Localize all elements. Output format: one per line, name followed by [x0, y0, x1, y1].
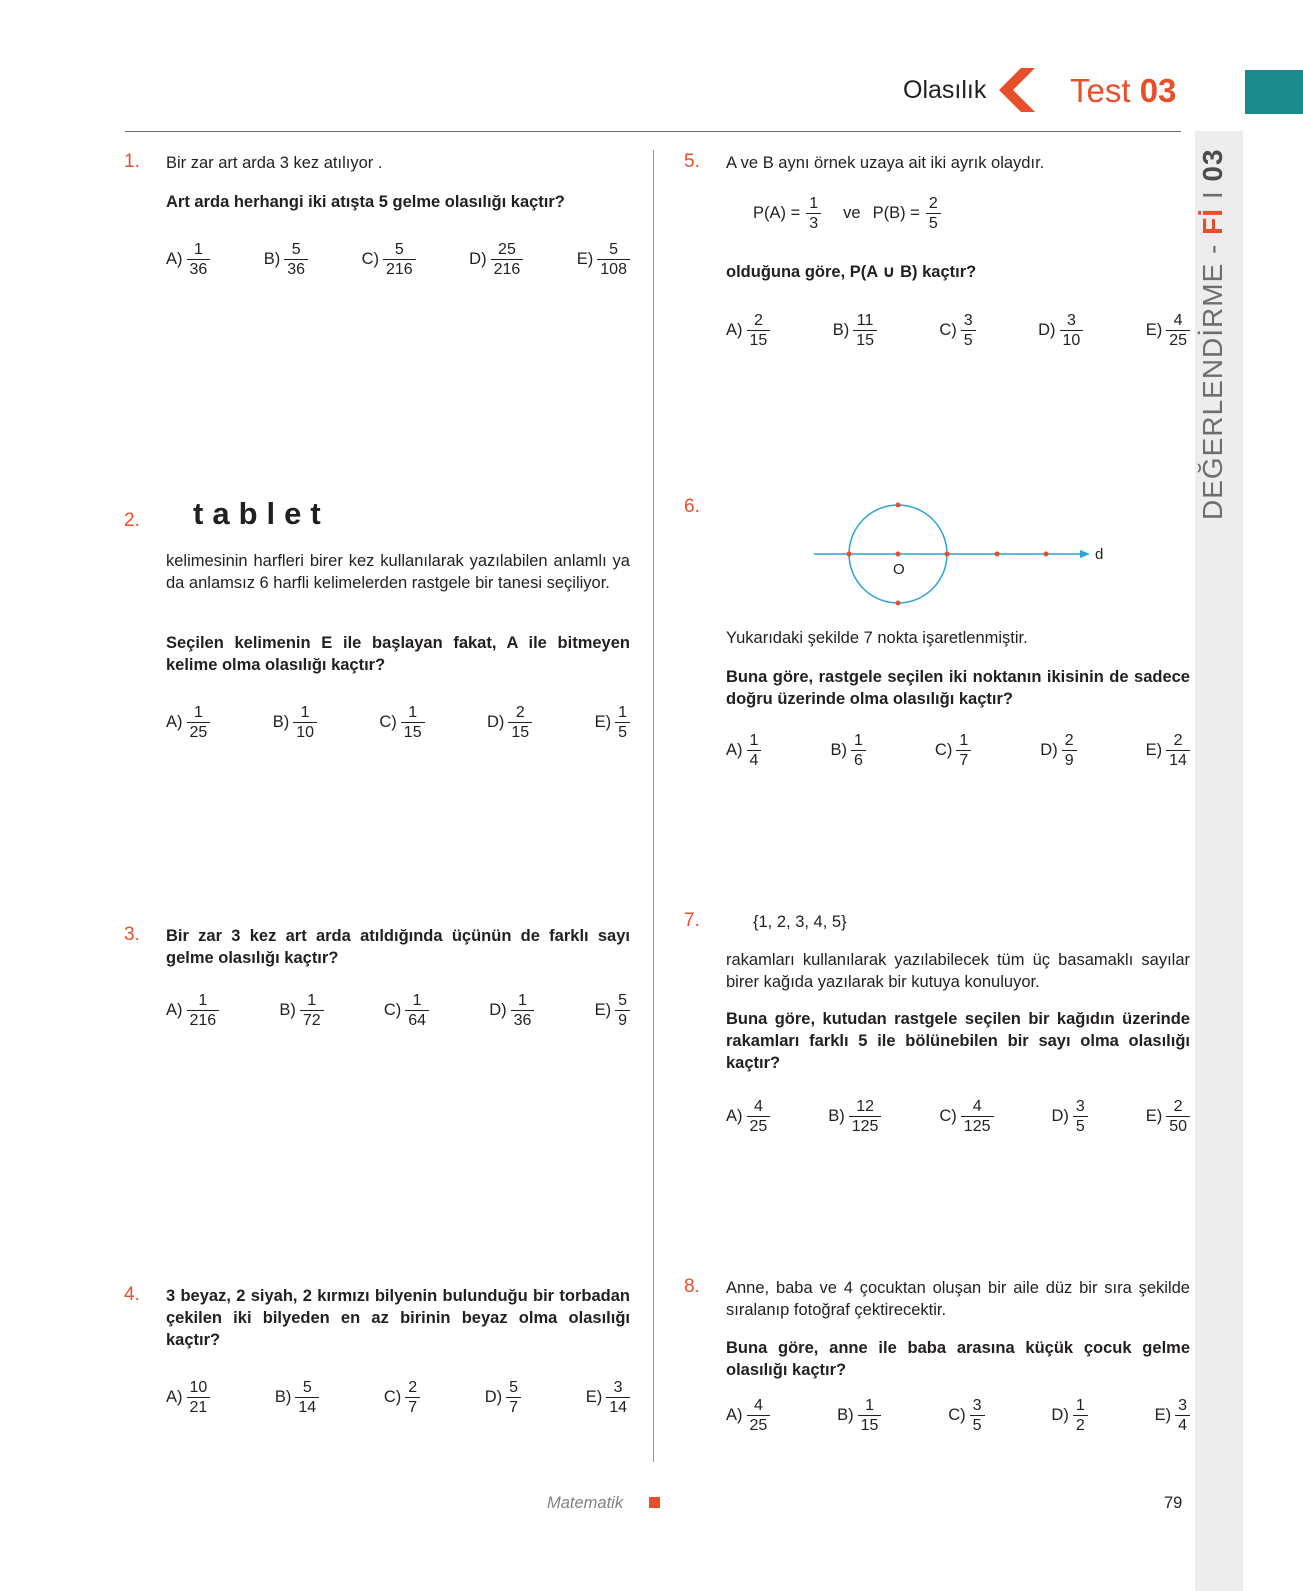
- denominator: 5: [615, 722, 630, 742]
- option-fraction: [849, 1097, 882, 1136]
- denominator: 216: [383, 259, 416, 279]
- footer-subject: Matematik: [547, 1494, 624, 1512]
- question-prompt: Bir zar 3 kez art arda atıldığında üçünün de farklı sayı gelme olasılığı kaçtır?: [166, 927, 630, 967]
- answer-option[interactable]: [577, 240, 630, 279]
- answer-option[interactable]: [828, 1097, 881, 1136]
- numerator: 2: [408, 1379, 418, 1396]
- test-title: [1070, 72, 1176, 110]
- answer-option[interactable]: [726, 311, 770, 350]
- question-prompt: Seçilen kelimenin E ile başlayan fakat, A ile bitmeyen kelime olma olasılığı kaçtır?: [166, 634, 630, 674]
- option-fraction: [187, 240, 211, 279]
- denominator: 5: [961, 330, 976, 350]
- option-fraction: [1166, 1097, 1190, 1136]
- denominator: 15: [508, 722, 532, 742]
- option-label: B): [830, 741, 847, 759]
- denominator: 125: [849, 1116, 882, 1136]
- options-row: [166, 240, 630, 279]
- option-fraction: [747, 731, 762, 770]
- option-label: A): [166, 713, 183, 731]
- option-label: B): [272, 713, 290, 731]
- answer-option[interactable]: [485, 1378, 521, 1417]
- answer-option[interactable]: [279, 991, 323, 1030]
- numerator: 4: [1173, 312, 1183, 329]
- denominator: 9: [1062, 750, 1077, 770]
- option-fraction: [1062, 731, 1077, 770]
- denominator: 21: [187, 1397, 211, 1417]
- answer-option[interactable]: [1038, 311, 1083, 350]
- numerator: 2: [515, 704, 525, 721]
- denominator: 10: [293, 722, 317, 742]
- answer-option[interactable]: [726, 1097, 770, 1136]
- option-fraction: [405, 1378, 420, 1417]
- option-fraction: [405, 991, 429, 1030]
- denominator: 4: [1175, 1415, 1190, 1435]
- option-label: A): [726, 1107, 743, 1125]
- option-fraction: [1166, 731, 1190, 770]
- numerator: 1: [412, 992, 422, 1009]
- numerator: 1: [518, 992, 527, 1009]
- answer-option[interactable]: [1146, 311, 1190, 350]
- option-fraction: [1166, 311, 1190, 350]
- question-text: A ve B aynı örnek uzaya ait iki ayrık olaydır.: [726, 154, 1045, 172]
- page-number: 79: [1164, 1494, 1183, 1512]
- answer-option[interactable]: [166, 991, 219, 1030]
- publisher-logo: Fİ: [1197, 207, 1228, 235]
- answer-option[interactable]: [273, 703, 317, 742]
- option-fraction: [747, 1396, 771, 1435]
- option-fraction: [511, 991, 535, 1030]
- numerator: 25: [498, 241, 516, 258]
- denominator: 50: [1166, 1116, 1190, 1136]
- option-label: B): [263, 250, 281, 268]
- numerator: 2: [1064, 732, 1074, 749]
- denominator: 7: [956, 750, 971, 770]
- answer-option[interactable]: [384, 1378, 420, 1417]
- option-label: C): [939, 321, 957, 339]
- question-text: Yukarıdaki şekilde 7 nokta işaretlenmiştir.: [726, 629, 1028, 647]
- denominator: 15: [401, 722, 425, 742]
- options-row: [726, 731, 1190, 770]
- word-tablet: tablet: [193, 496, 330, 531]
- option-label: B): [832, 321, 850, 339]
- answer-option[interactable]: [1040, 731, 1076, 770]
- option-fraction: [1060, 311, 1084, 350]
- footer-square-icon: [649, 1497, 660, 1508]
- numerator: 10: [189, 1379, 208, 1396]
- option-fraction: [187, 703, 211, 742]
- option-fraction: [300, 991, 324, 1030]
- question-text: rakamları kullanılarak yazılabilecek tüm üç basamaklı sayılar birer kağıda yazılarak bir kutuya konuluyor.: [726, 951, 1190, 991]
- option-fraction: [508, 703, 532, 742]
- answer-option[interactable]: [726, 1396, 770, 1435]
- option-fraction: [1175, 1396, 1190, 1435]
- denominator: 3: [806, 213, 821, 233]
- numerator: 1: [198, 992, 208, 1009]
- denominator: 36: [511, 1010, 535, 1030]
- point: [945, 552, 950, 557]
- pb-fraction: [926, 194, 941, 233]
- denominator: 7: [405, 1397, 420, 1417]
- options-row: [726, 311, 1190, 350]
- option-label: D): [1038, 321, 1056, 339]
- option-fraction: [284, 240, 308, 279]
- option-label: C): [383, 1388, 402, 1406]
- denominator: 9: [615, 1010, 630, 1030]
- numerator: 1: [307, 992, 317, 1009]
- denominator: 5: [926, 213, 941, 233]
- point: [847, 552, 852, 557]
- option-label: D): [1040, 741, 1058, 759]
- options-row: [726, 1396, 1190, 1435]
- option-label: D): [469, 250, 487, 268]
- option-fraction: [747, 311, 771, 350]
- options-row: [726, 1097, 1190, 1136]
- option-label: C): [361, 250, 379, 268]
- circle-line-figure: [800, 490, 1120, 620]
- numerator: 5: [509, 1379, 519, 1396]
- side-number: 03: [1197, 148, 1228, 182]
- answer-option[interactable]: [489, 991, 534, 1030]
- denominator: 14: [295, 1397, 319, 1417]
- question-prompt: olduğuna göre, P(A ∪ B) kaçtır?: [726, 263, 977, 281]
- denominator: 15: [853, 330, 877, 350]
- option-fraction: [853, 311, 877, 350]
- center-label: O: [893, 561, 905, 578]
- denominator: 25: [1166, 330, 1190, 350]
- option-label: C): [383, 1001, 402, 1019]
- option-label: B): [837, 1406, 854, 1424]
- numerator: 1: [809, 195, 819, 212]
- options-row: [166, 703, 630, 742]
- answer-option[interactable]: [948, 1396, 984, 1435]
- question-text: Anne, baba ve 4 çocuktan oluşan bir aile düz bir sıra şekilde sıralanıp fotoğraf çektirecektir.: [726, 1279, 1190, 1319]
- option-fraction: [491, 240, 524, 279]
- question-number: 8.: [684, 1276, 700, 1297]
- question-prompt: Art arda herhangi iki atışta 5 gelme olasılığı kaçtır?: [166, 193, 565, 211]
- option-fraction: [187, 991, 220, 1030]
- question-prompt: Buna göre, anne ile baba arasına küçük çocuk gelme olasılığı kaçtır?: [726, 1339, 1190, 1379]
- denominator: 25: [747, 1116, 771, 1136]
- answer-option[interactable]: [939, 311, 975, 350]
- option-label: E): [594, 1001, 612, 1019]
- header-divider: [125, 131, 1181, 132]
- side-separator: I: [1197, 181, 1228, 208]
- answer-option[interactable]: [1051, 1097, 1087, 1136]
- option-fraction: [961, 1097, 994, 1136]
- option-label: E): [576, 250, 594, 268]
- answer-option[interactable]: [833, 311, 877, 350]
- option-fraction: [1073, 1097, 1088, 1136]
- denominator: 14: [606, 1397, 630, 1417]
- denominator: 2: [1073, 1415, 1088, 1435]
- numerator: 1: [408, 704, 418, 721]
- answer-option[interactable]: [595, 991, 630, 1030]
- option-label: E): [594, 713, 612, 731]
- option-label: C): [948, 1406, 966, 1424]
- denominator: 14: [1166, 750, 1190, 770]
- numerator: 1: [865, 1397, 874, 1414]
- pa-label: P(A) =: [753, 204, 801, 222]
- option-label: A): [166, 1001, 183, 1019]
- numerator: 2: [1173, 732, 1183, 749]
- chevron-left-icon: [993, 66, 1041, 114]
- option-fraction: [961, 311, 976, 350]
- numerator: 4: [972, 1098, 982, 1115]
- option-fraction: [187, 1378, 211, 1417]
- denominator: 216: [491, 259, 524, 279]
- side-label-text: DEĞERLENDİRME -: [1197, 234, 1228, 520]
- option-label: E): [585, 1388, 603, 1406]
- answer-option[interactable]: [595, 703, 630, 742]
- denominator: 5: [970, 1415, 985, 1435]
- numerator: 1: [959, 732, 969, 749]
- option-label: D): [489, 1001, 507, 1019]
- denominator: 6: [851, 750, 866, 770]
- option-label: D): [486, 713, 505, 731]
- option-fraction: [615, 991, 630, 1030]
- option-fraction: [956, 731, 971, 770]
- point: [896, 503, 901, 508]
- option-fraction: [293, 703, 317, 742]
- numerator: 2: [753, 312, 763, 329]
- denominator: 72: [300, 1010, 324, 1030]
- option-label: E): [1145, 321, 1163, 339]
- question-number: 1.: [124, 151, 140, 172]
- answer-option[interactable]: [264, 240, 308, 279]
- side-label: [1197, 148, 1229, 520]
- answer-option[interactable]: [1155, 1396, 1190, 1435]
- numerator: 3: [1066, 312, 1076, 329]
- question-prompt: 3 beyaz, 2 siyah, 2 kırmızı bilyenin bulunduğu bir torbadan çekilen iki bilyeden en az birinin beyaz olma olasılığı kaçtır?: [166, 1287, 630, 1349]
- option-fraction: [851, 731, 866, 770]
- answer-option[interactable]: [586, 1378, 630, 1417]
- option-fraction: [597, 240, 630, 279]
- option-label: C): [379, 713, 397, 731]
- denominator: 216: [187, 1010, 220, 1030]
- answer-option[interactable]: [166, 240, 210, 279]
- teal-tab: [1245, 70, 1303, 114]
- question-prompt: Buna göre, kutudan rastgele seçilen bir kağıdın üzerinde rakamları farklı 5 ile bölünebilen bir sayı olma olasılığı kaçtır?: [726, 1010, 1190, 1072]
- pb-label: P(B) =: [872, 204, 920, 222]
- point: [995, 552, 1000, 557]
- option-fraction: [401, 703, 425, 742]
- numerator: 1: [193, 704, 203, 721]
- numerator: 1: [853, 732, 863, 749]
- answer-option[interactable]: [1146, 731, 1190, 770]
- option-label: D): [1051, 1406, 1069, 1424]
- denominator: 64: [405, 1010, 429, 1030]
- options-row: [166, 991, 630, 1030]
- denominator: 36: [187, 259, 211, 279]
- option-fraction: [383, 240, 416, 279]
- numerator: 3: [972, 1397, 982, 1414]
- denominator: 25: [747, 1415, 771, 1435]
- option-label: B): [274, 1388, 292, 1406]
- option-fraction: [606, 1378, 630, 1417]
- option-label: C): [939, 1107, 957, 1125]
- numerator: 5: [609, 241, 619, 258]
- answer-option[interactable]: [166, 1378, 210, 1417]
- answer-option[interactable]: [837, 1396, 881, 1435]
- answer-option[interactable]: [379, 703, 424, 742]
- column-divider: [653, 150, 654, 1462]
- option-label: D): [484, 1388, 503, 1406]
- denominator: 15: [747, 330, 771, 350]
- numerator: 2: [1173, 1098, 1183, 1115]
- answer-option[interactable]: [487, 703, 532, 742]
- denominator: 36: [284, 259, 308, 279]
- answer-option[interactable]: [166, 703, 210, 742]
- option-label: D): [1051, 1107, 1069, 1125]
- numerator: 1: [300, 704, 310, 721]
- question-number: 3.: [124, 924, 140, 945]
- answer-option[interactable]: [1051, 1396, 1087, 1435]
- option-fraction: [970, 1396, 985, 1435]
- option-fraction: [858, 1396, 882, 1435]
- answer-option[interactable]: [830, 731, 865, 770]
- pa-fraction: [806, 194, 821, 233]
- numerator: 3: [963, 312, 973, 329]
- option-label: E): [1154, 1406, 1172, 1424]
- numerator: 3: [613, 1379, 623, 1396]
- line-label: d: [1095, 546, 1104, 563]
- probability-given: [753, 194, 941, 233]
- number-set: {1, 2, 3, 4, 5}: [753, 913, 847, 931]
- numerator: 4: [753, 1397, 763, 1414]
- question-text: Bir zar art arda 3 kez atılıyor .: [166, 154, 383, 172]
- numerator: 5: [302, 1379, 312, 1396]
- denominator: 4: [747, 750, 762, 770]
- option-fraction: [747, 1097, 771, 1136]
- option-fraction: [506, 1378, 521, 1417]
- question-number: 6.: [684, 496, 700, 517]
- test-number: 03: [1139, 72, 1177, 109]
- answer-option[interactable]: [362, 240, 416, 279]
- option-label: A): [726, 741, 743, 759]
- option-label: A): [726, 1406, 743, 1424]
- option-label: A): [166, 250, 183, 268]
- numerator: 2: [928, 195, 938, 212]
- option-fraction: [1073, 1396, 1088, 1435]
- options-row: [166, 1378, 630, 1417]
- numerator: 3: [1178, 1397, 1187, 1414]
- denominator: 125: [961, 1116, 994, 1136]
- answer-option[interactable]: [935, 731, 971, 770]
- numerator: 5: [618, 992, 627, 1009]
- numerator: 1: [193, 241, 203, 258]
- option-label: B): [828, 1107, 845, 1125]
- denominator: 108: [597, 259, 630, 279]
- denominator: 7: [506, 1397, 521, 1417]
- point: [896, 552, 901, 557]
- point: [896, 601, 901, 606]
- numerator: 5: [291, 241, 301, 258]
- numerator: 12: [856, 1098, 874, 1115]
- numerator: 4: [753, 1098, 763, 1115]
- answer-option[interactable]: [939, 1097, 993, 1136]
- option-label: C): [934, 741, 953, 759]
- numerator: 1: [1075, 1397, 1085, 1414]
- denominator: 5: [1073, 1116, 1088, 1136]
- question-number: 5.: [684, 151, 700, 172]
- denominator: 10: [1060, 330, 1084, 350]
- header-topic: Olasılık: [903, 76, 987, 104]
- option-label: E): [1145, 741, 1163, 759]
- question-number: 7.: [684, 910, 700, 931]
- option-label: A): [726, 321, 743, 339]
- question-text: kelimesinin harfleri birer kez kullanılarak yazılabilen anlamlı ya da anlamsız 6 harfli kelimelerden rastgele bir tanesi seçiliyor.: [166, 552, 630, 592]
- numerator: 5: [394, 241, 404, 258]
- option-label: E): [1145, 1107, 1163, 1125]
- denominator: 25: [187, 722, 211, 742]
- numerator: 1: [749, 732, 759, 749]
- numerator: 1: [618, 704, 627, 721]
- numerator: 3: [1075, 1098, 1085, 1115]
- question-number: 2.: [124, 510, 140, 531]
- option-label: B): [279, 1001, 296, 1019]
- numerator: 11: [856, 312, 874, 329]
- option-fraction: [615, 703, 630, 742]
- answer-option[interactable]: [384, 991, 429, 1030]
- option-fraction: [295, 1378, 319, 1417]
- option-label: A): [166, 1388, 183, 1406]
- answer-option[interactable]: [469, 240, 523, 279]
- answer-option[interactable]: [275, 1378, 319, 1417]
- test-word: Test: [1070, 72, 1131, 109]
- denominator: 15: [858, 1415, 882, 1435]
- question-number: 4.: [124, 1284, 140, 1305]
- and-word: ve: [843, 204, 861, 222]
- question-prompt: Buna göre, rastgele seçilen iki noktanın ikisinin de sadece doğru üzerinde olma olasılığı kaçtır?: [726, 668, 1190, 708]
- point: [1044, 552, 1049, 557]
- answer-option[interactable]: [726, 731, 761, 770]
- answer-option[interactable]: [1146, 1097, 1190, 1136]
